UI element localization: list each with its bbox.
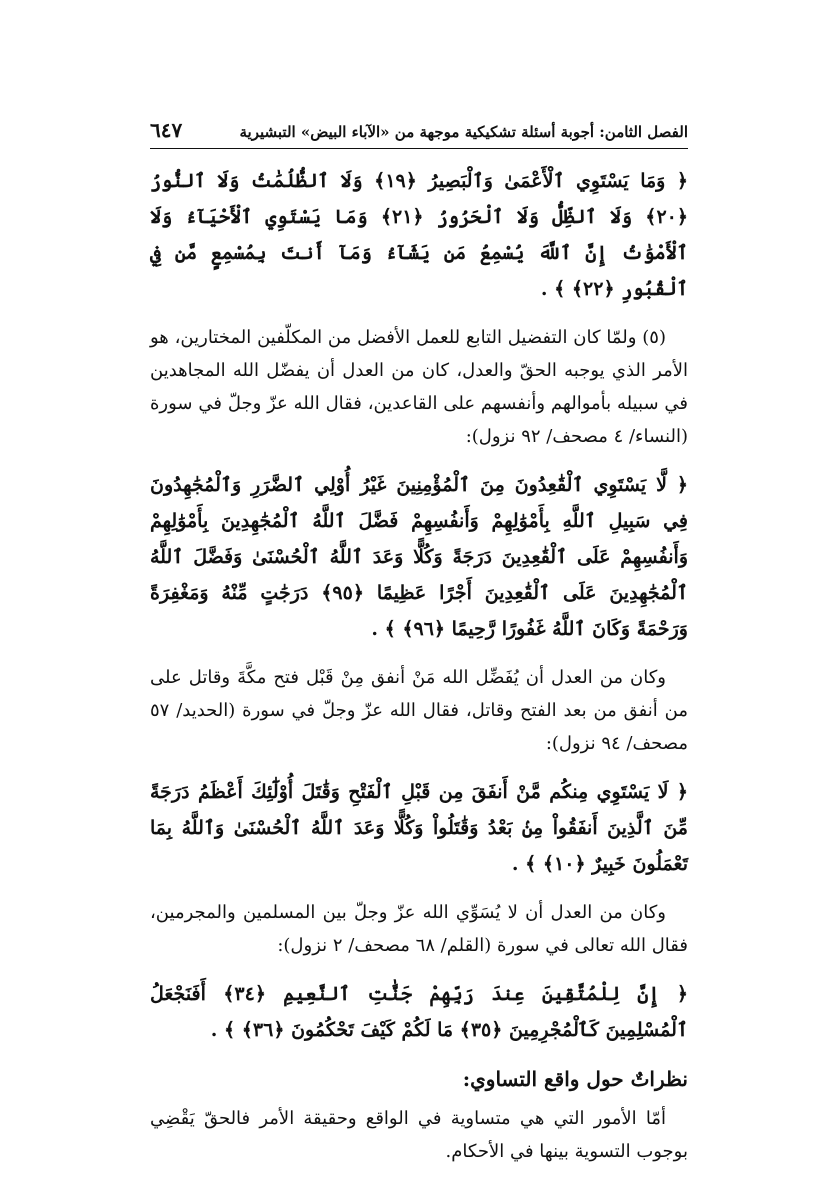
book-page [150, 118, 688, 1168]
section-heading: نظراتٌ حول واقع التساوي: [462, 1067, 688, 1091]
page-number: ٦٤٧ [150, 118, 183, 142]
quran-verse-1: ﴿ وَمَا يَسْتَوِي ٱلْأَعْمَىٰ وَٱلْبَصِيرُ ﴿١٩﴾ وَلَا ٱلظُّلُمَٰتُ وَلَا ٱلنُّورُ ﴿٢٠﴾ وَلَا ٱلظِّلُّ وَلَا ٱلْحَرُورُ ﴿٢١﴾ وَمَا يَسْتَوِي ٱلْأَحْيَآءُ وَلَا ٱلْأَمْوَٰتُ إِنَّ ٱللَّهَ يُسْمِعُ مَن يَشَآءُ وَمَآ أَنتَ بِمُسْمِعٍ مَّن فِي ٱلْقُبُورِ ﴿٢٢﴾ ﴾ . [150, 170, 689, 300]
paragraph-3: وكان من العدل أن لا يُسَوِّي الله عزّ وجلّ بين المسلمين والمجرمين، فقال الله تعالى في سورة (القلم/ ٦٨ مصحف/ ٢ نزول): [150, 902, 688, 956]
quran-verse-3: ﴿ لَا يَسْتَوِي مِنكُم مَّنْ أَنفَقَ مِن قَبْلِ ٱلْفَتْحِ وَقَٰتَلَ أُوْلَٰٓئِكَ أَعْظَمُ دَرَجَةً مِّنَ ٱلَّذِينَ أَنفَقُواْ مِنۢ بَعْدُ وَقَٰتَلُواْ وَكُلًّا وَعَدَ ٱللَّهُ ٱلْحُسْنَىٰ وَٱللَّهُ بِمَا تَعْمَلُونَ خَبِيرٌ ﴿١٠﴾ ﴾ . [150, 781, 688, 875]
paragraph-1: (٥) ولمّا كان التفضيل التابع للعمل الأفضل من المكلّفين المختارين، هو الأمر الذي يوجبه الحقّ والعدل، كان من العدل أن يفضّل الله المجاهدين في سبيله بأموالهم وأنفسهم على القاعدين، فقال الله عزّ وجلّ في سورة (النساء/ ٤ مصحف/ ٩٢ نزول): [150, 327, 688, 447]
running-header [150, 118, 688, 149]
paragraph-4: أمّا الأمور التي هي متساوية في الواقع وحقيقة الأمر فالحقّ يَقْضِي بوجوب التسوية بينها في الأحكام. [150, 1108, 688, 1162]
paragraph-2: وكان من العدل أن يُفَضِّل الله مَنْ أنفق مِنْ قَبْل فتح مكَّةَ وقاتل على من أنفق من بعد الفتح وقاتل، فقال الله عزّ وجلّ في سورة (الحديد/ ٥٧ مصحف/ ٩٤ نزول): [150, 667, 688, 754]
quran-verse-2: ﴿ لَّا يَسْتَوِي ٱلْقَٰعِدُونَ مِنَ ٱلْمُؤْمِنِينَ غَيْرُ أُوْلِي ٱلضَّرَرِ وَٱلْمُجَٰهِدُونَ فِي سَبِيلِ ٱللَّهِ بِأَمْوَٰلِهِمْ وَأَنفُسِهِمْ فَضَّلَ ٱللَّهُ ٱلْمُجَٰهِدِينَ بِأَمْوَٰلِهِمْ وَأَنفُسِهِمْ عَلَى ٱلْقَٰعِدِينَ دَرَجَةً وَكُلًّا وَعَدَ ٱللَّهُ ٱلْحُسْنَىٰ وَفَضَّلَ ٱللَّهُ ٱلْمُجَٰهِدِينَ عَلَى ٱلْقَٰعِدِينَ أَجْرًا عَظِيمًا ﴿٩٥﴾ دَرَجَٰتٍ مِّنْهُ وَمَغْفِرَةً وَرَحْمَةً وَكَانَ ٱللَّهُ غَفُورًا رَّحِيمًا ﴿٩٦﴾ ﴾ . [150, 474, 688, 640]
quran-verse-4: ﴿ إِنَّ لِلْمُتَّقِينَ عِندَ رَبِّهِمْ جَنَّٰتِ ٱلنَّعِيمِ ﴿٣٤﴾ أَفَنَجْعَلُ ٱلْمُسْلِمِينَ كَٱلْمُجْرِمِينَ ﴿٣٥﴾ مَا لَكُمْ كَيْفَ تَحْكُمُونَ ﴿٣٦﴾ ﴾ . [150, 983, 688, 1041]
chapter-title: الفصل الثامن: أجوبة أسئلة تشكيكية موجهة من «الآباء البيض» التبشيرية [239, 123, 688, 141]
